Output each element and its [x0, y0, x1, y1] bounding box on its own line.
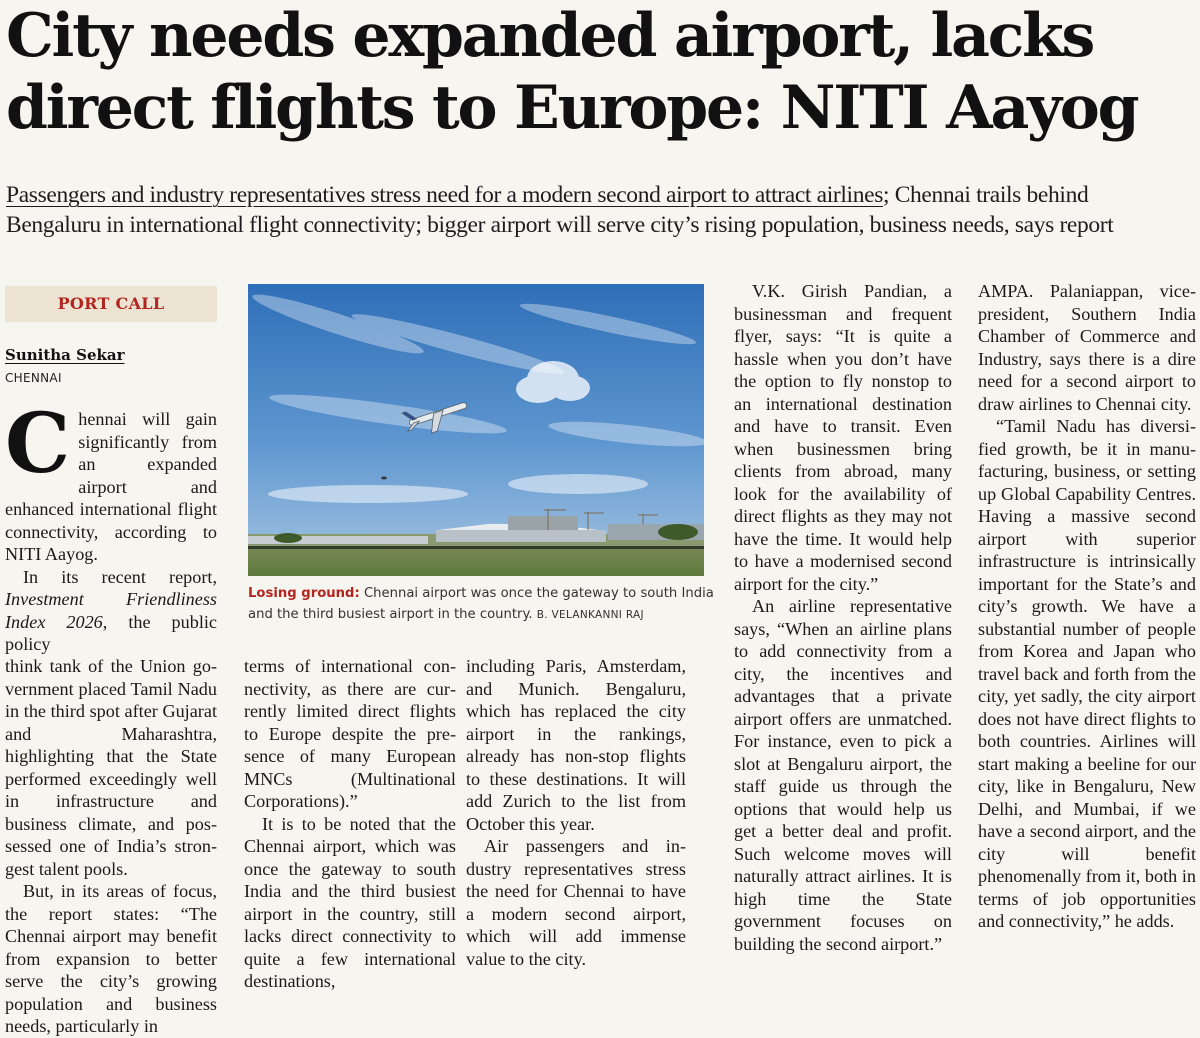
dateline: CHENNAI — [5, 371, 62, 385]
article-paragraph: including Paris, Amsterdam, and Munich. Bengaluru, which has replaced the city airport in the rankings, already has non-stop flights to these destinations. It will add Zurich to the list from October this year. — [466, 656, 686, 834]
caption-text: Chennai airport was once the gateway to south India and the third busiest airport in the country. — [248, 586, 714, 622]
headline — [6, 0, 1196, 144]
deck-underlined-text: Passengers and industry representatives stress need for a modern second airport to attract airlines — [6, 182, 883, 208]
article-paragraph: think tank of the Union government placed Tamil Nadu in the third spot after Gujarat and Maharashtra, highlighting that the State performed exceedingly well in infrastructure and business climate, and possessed one of India’s strongest talent pools. — [5, 656, 217, 879]
dropcap-letter: C — [5, 396, 71, 492]
article-paragraph — [5, 396, 217, 566]
article-paragraph: An airline representative says, “When an airline plans to add connectivity from a city, the incentives and advantages that a private airport offers are unmatched. For instance, even to pick a slot at Bengaluru airport, the staff guide us through the options that would help us get a better deal and profit. Such welcome moves will naturally attract airlines. It is high time the State government focuses on building the second airport.” — [734, 596, 952, 954]
article-paragraph: It is to be noted that the Chennai airport, which was once the gateway to south India and the third busiest airport in the country, still lacks direct connectivity to quite a few international destinations, — [244, 813, 456, 991]
byline-author[interactable]: Sunitha Sekar — [5, 346, 125, 364]
photo-caption — [248, 583, 718, 626]
article-column-1-bottom — [5, 655, 217, 1038]
article-paragraph: Air passengers and industry representatives stress the need for Chennai to have a modern second airport, which will add immense value to the city. — [466, 836, 686, 969]
article-photo — [248, 284, 704, 576]
article-column-4 — [734, 280, 952, 955]
article-paragraph-text: hennai will gain significantly from an expanded airport and enhanced international flight connectivity, according to NITI Aayog. — [5, 409, 217, 564]
airplane-takeoff-photo-icon — [248, 284, 704, 576]
article-paragraph: terms of international connectivity, as there are currently limited direct flights to Europe despite the presence of many European MNCs (Multinational Corporations).” — [244, 656, 456, 811]
article-paragraph-text: , the public policy — [5, 611, 217, 654]
deck-line-1 — [6, 180, 1196, 210]
article-paragraph: “Tamil Nadu has diversified growth, be it in manufacturing, business, or setting up Global Capability Centres. Having a massive second airport with superior infrastructure is intrinsically important for the State’s and city’s growth. We have a substantial number of people from Korea and Japan who travel back and forth from the city, yet sadly, the city airport does not have direct flights to both countries. Airlines will start making a beeline for our city, like in Bengaluru, New Delhi, and Mumbai, if we have a second airport, and the city will benefit phenomenally from it, both in terms of job opportunities and connectivity,” he adds. — [978, 416, 1196, 931]
deck-line-2: Bengaluru in international flight connectivity; bigger airport will serve city’s rising population, business needs, says report — [6, 212, 1114, 238]
article-column-1-top — [5, 396, 217, 656]
article-column-5 — [978, 280, 1196, 933]
headline-line-1: City needs expanded airport, lacks — [6, 1, 1094, 71]
headline-line-2: direct flights to Europe: NITI Aayog — [6, 73, 1138, 143]
deck-subheadline — [6, 180, 1196, 240]
article-column-3 — [466, 655, 686, 970]
report-title: Investment Friendliness Index 2026 — [5, 589, 217, 632]
article-paragraph: AMPA. Palaniappan, vice-president, Southern India Chamber of Commerce and Industry, says there is a dire need for a second airport to draw airlines to Chennai city. — [978, 281, 1196, 414]
section-label: PORT CALL — [5, 286, 217, 322]
article-paragraph: V.K. Girish Pandian, a businessman and frequent flyer, says: “It is quite a hassle when you don’t have the option to fly nonstop to an international destination and have to transit. Even when businessmen bring clients from abroad, many look for the availability of direct flights as they may not have the time. It would help to have a modernised second airport for the city.” — [734, 281, 952, 594]
caption-lead: Losing ground: — [248, 586, 360, 601]
deck-line-1-rest: ; Chennai trails behind — [883, 182, 1089, 208]
article-paragraph-text: In its recent report, — [23, 566, 217, 587]
article-paragraph — [5, 566, 217, 656]
article-paragraph: But, in its areas of focus, the report states: “The Chennai airport may benefit from expansion to better serve the city’s growing population and business needs, particularly in — [5, 881, 217, 1036]
article-column-2 — [244, 655, 456, 993]
photo-credit: B. VELANKANNI RAJ — [536, 609, 644, 621]
